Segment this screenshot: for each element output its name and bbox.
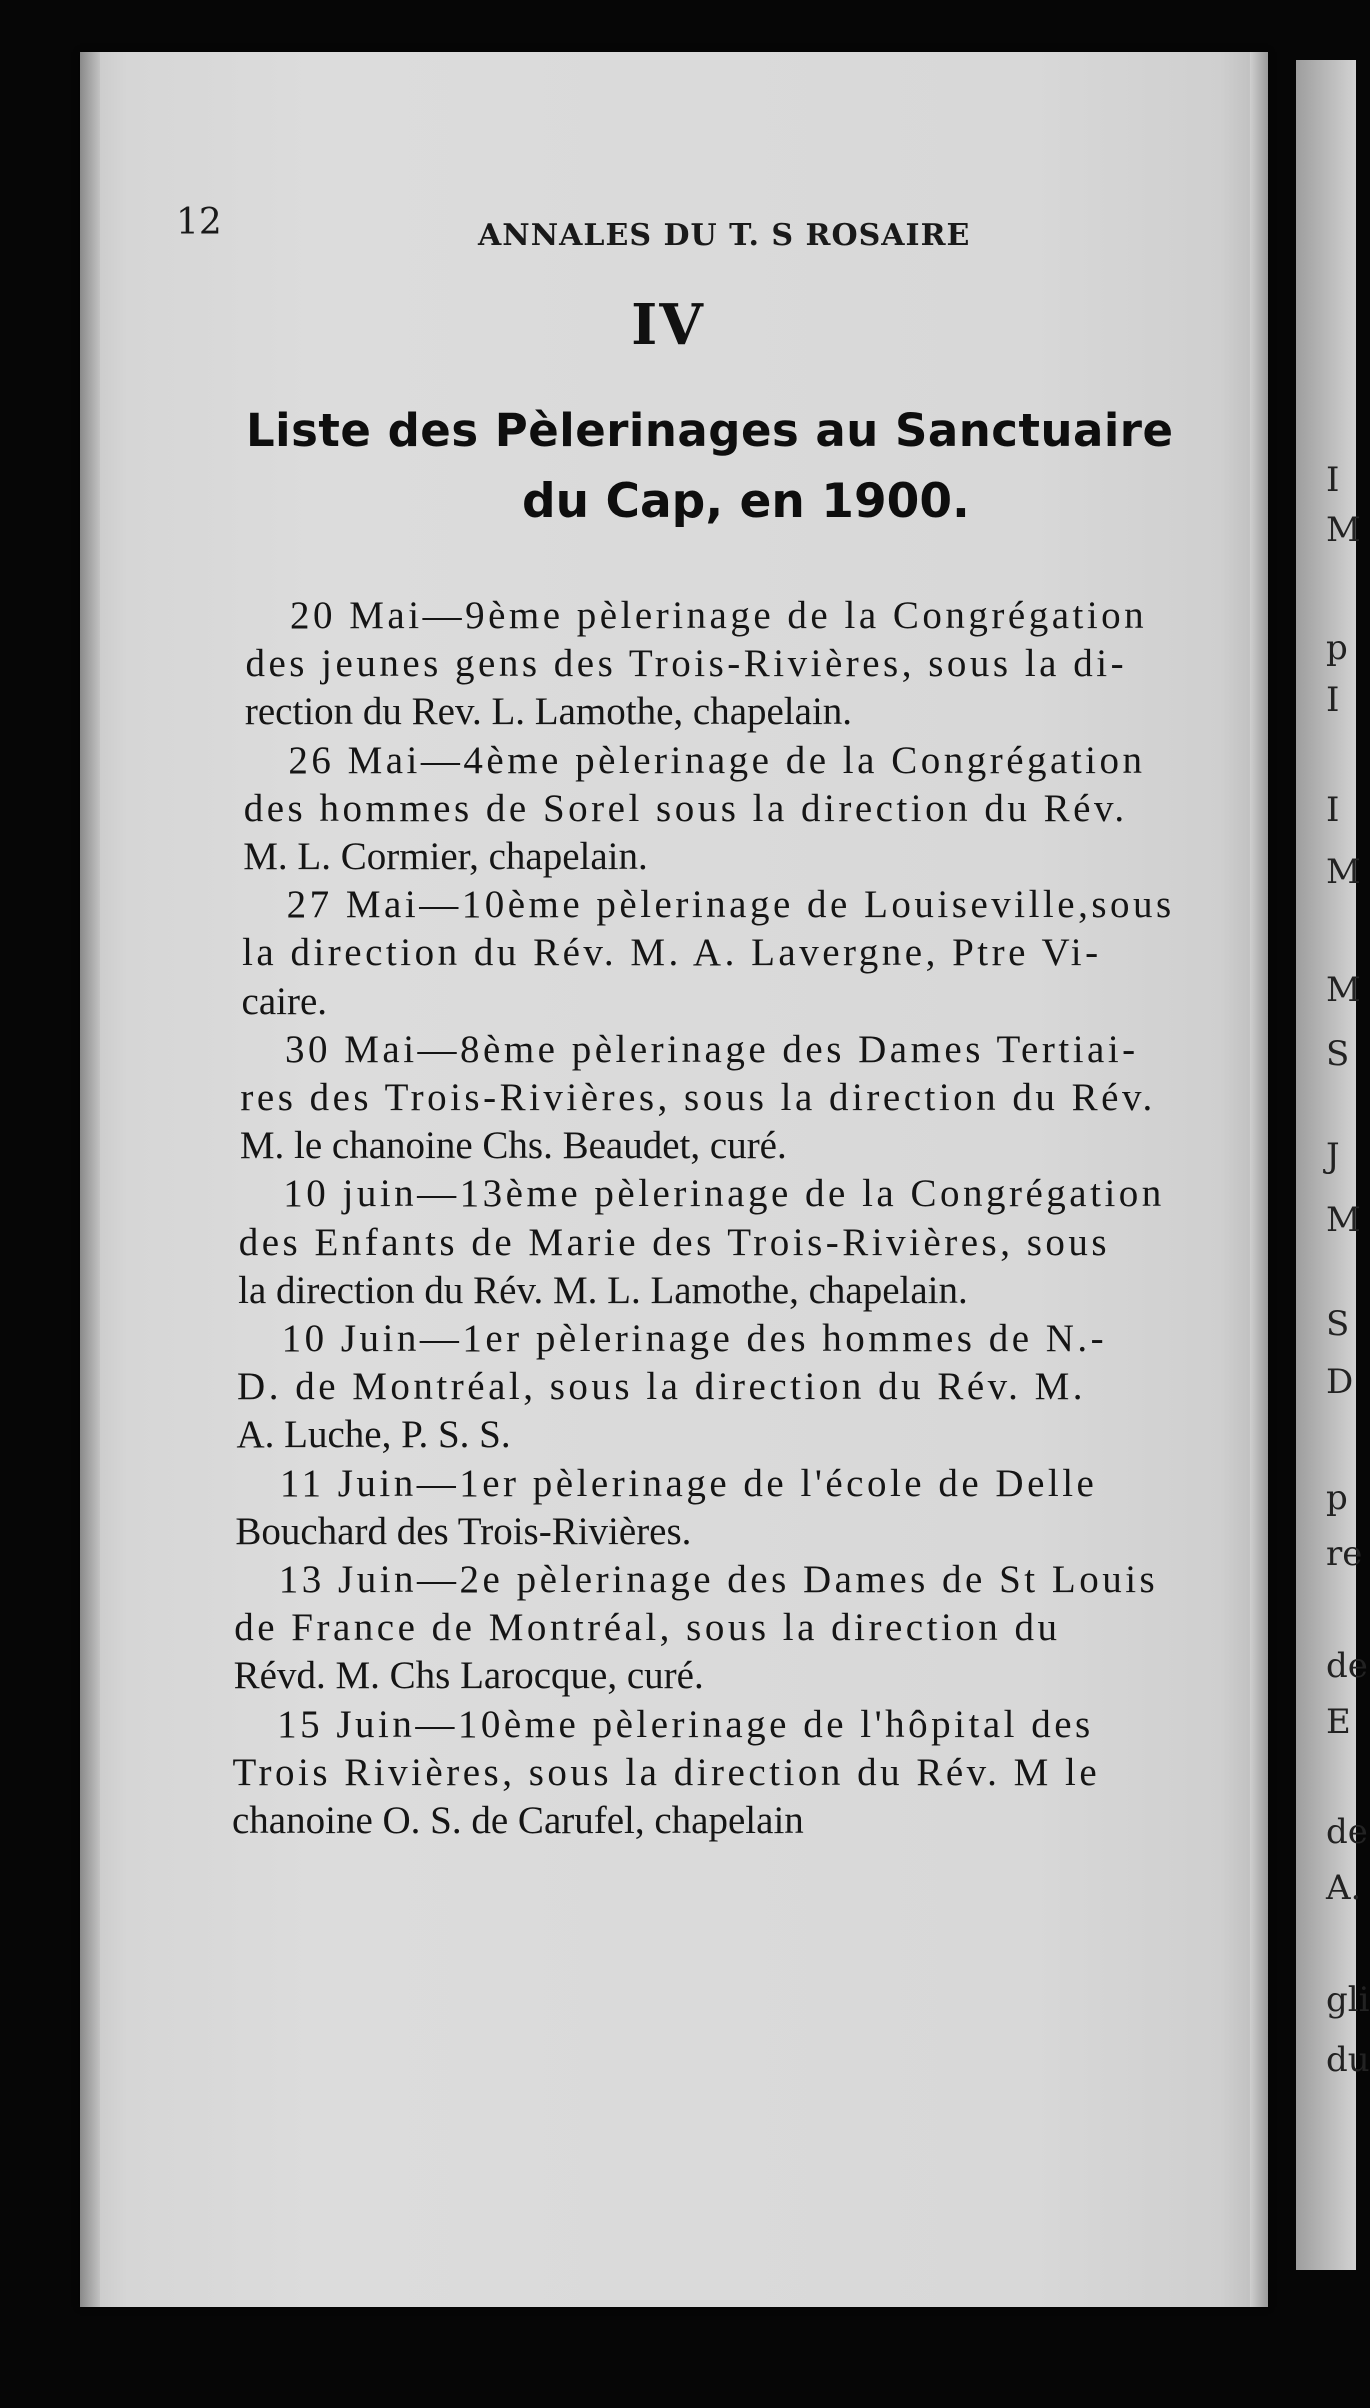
entry-first-line: 10 Juin—1er pèlerinage des hommes de N.- [281,1317,1108,1360]
next-page-edge [1296,60,1370,2270]
entry-line: D. de Montréal, sous la direction du Rév. M. [237,1365,1087,1409]
entry-line: Trois Rivières, sous la direction du Rév. M le [232,1750,1101,1794]
facing-page-text-fragment: I [1326,680,1340,720]
entry-line: la direction du Rév. M. L. Lamothe, chapelain. [238,1268,968,1312]
entry-first-line: 13 Juin—2e pèlerinage des Dames de St Louis [278,1558,1159,1601]
facing-page-text-fragment: S [1326,1304,1350,1344]
facing-page-text-fragment: de [1326,1646,1368,1686]
entry-line: chanoine O. S. de Carufel, chapelain [232,1799,804,1842]
facing-page-text-fragment: M [1326,852,1361,892]
entry-line: des hommes de Sorel sous la direction du Rév. [243,786,1128,830]
facing-page-text-fragment: du [1326,2040,1370,2080]
entry-line: res des Trois-Rivières, sous la direction du Rév. [240,1076,1156,1119]
page-number: 12 [176,202,222,243]
entry-line: rection du Rev. L. Lamothe, chapelain. [244,690,853,734]
entry-line: Bouchard des Trois-Rivières. [235,1509,692,1553]
entry-line: M. le chanoine Chs. Beaudet, curé. [239,1124,787,1168]
page-gutter-shadow [80,52,100,2307]
entry-line: M. L. Cormier, chapelain. [243,835,648,878]
running-head: ANNALES DU T. S ROSAIRE [478,218,971,253]
entry-first-line: 10 juin—13ème pèlerinage de la Congrégation [283,1172,1165,1216]
entry-first-line: 15 Juin—10ème pèlerinage de l'hôpital des [277,1702,1094,1746]
entry-line: des jeunes gens des Trois-Rivières, sous la di- [245,642,1128,686]
facing-page-text-fragment: J [1326,1136,1340,1176]
chapter-title-line-2: du Cap, en 1900. [522,474,970,529]
facing-page-text-fragment: S [1326,1034,1350,1074]
facing-page-text-fragment: I [1326,790,1340,830]
facing-page-text-fragment: D [1326,1362,1354,1402]
entry-first-line: 20 Mai—9ème pèlerinage de la Congrégation [290,594,1148,637]
facing-page-text-fragment: p [1326,1478,1348,1518]
facing-page-text-fragment: de [1326,1812,1368,1852]
entry-first-line: 11 Juin—1er pèlerinage de l'école de Delle [279,1461,1098,1505]
entry-line: la direction du Rév. M. A. Lavergne, Ptre Vi- [242,931,1102,975]
facing-page-text-fragment: M [1326,510,1361,550]
facing-page-text-fragment: p [1326,628,1348,668]
facing-page-text-fragment: re [1326,1534,1363,1574]
entry-first-line: 27 Mai—10ème pèlerinage de Louiseville,sous [286,883,1175,927]
page-outer-edge [1250,52,1268,2307]
entry-line: de France de Montréal, sous la direction du [234,1606,1061,1650]
entry-line: A. Luche, P. S. S. [236,1413,511,1457]
section-numeral: IV [631,292,705,358]
entry-first-line: 30 Mai—8ème pèlerinage des Dames Tertiai- [284,1027,1139,1071]
facing-page-text-fragment: A. [1326,1868,1362,1908]
facing-page-text-fragment: M [1326,1200,1361,1240]
facing-page-text-fragment: M [1326,970,1361,1010]
entry-line: caire. [241,979,328,1023]
facing-page-text-fragment: gli [1326,1980,1370,2020]
entry-first-line: 26 Mai—4ème pèlerinage de la Congrégation [288,738,1146,782]
entry-line: des Enfants de Marie des Trois-Rivières, sous [238,1220,1111,1264]
facing-page-text-fragment: I [1326,460,1340,500]
facing-page-text-fragment: E [1326,1702,1351,1742]
chapter-title-line-1: Liste des Pèlerinages au Sanctuaire [246,404,1174,457]
entry-line: Révd. M. Chs Larocque, curé. [233,1654,704,1698]
